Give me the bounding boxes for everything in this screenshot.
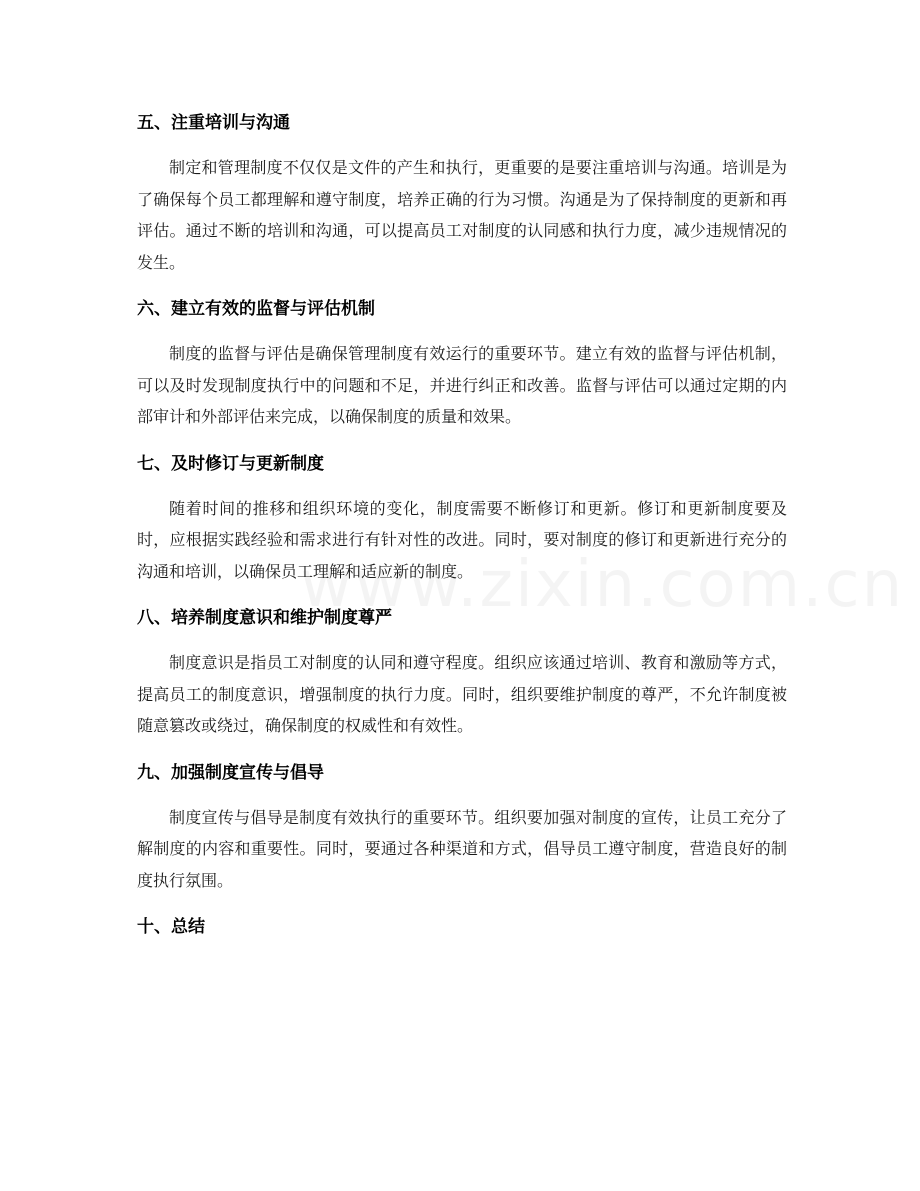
section-paragraph: 随着时间的推移和组织环境的变化，制度需要不断修订和更新。修订和更新制度要及时，应根据实践经验和需求进行有针对性的改进。同时，要对制度的修订和更新进行充分的沟通和培训，以确保员工理解和适应新的制度。 <box>137 498 787 581</box>
section-paragraph: 制度的监督与评估是确保管理制度有效运行的重要环节。建立有效的监督与评估机制，可以及时发现制度执行中的问题和不足，并进行纠正和改善。监督与评估可以通过定期的内部审计和外部评估来完成，以确保制度的质量和效果。 <box>137 344 787 426</box>
section-10 <box>137 910 787 944</box>
section-heading: 六、建立有效的监督与评估机制 <box>137 299 375 319</box>
section-paragraph: 制定和管理制度不仅仅是文件的产生和执行，更重要的是要注重培训与沟通。培训是为了确保每个员工都理解和遵守制度，培养正确的行为习惯。沟通是为了保持制度的更新和再评估。通过不断的培训和沟通，可以提高员工对制度的认同感和执行力度，减少违规情况的发生。 <box>137 158 787 272</box>
section-5 <box>137 106 787 278</box>
section-heading: 九、加强制度宣传与倡导 <box>137 762 324 783</box>
section-heading: 八、培养制度意识和维护制度尊严 <box>137 608 392 628</box>
section-paragraph: 制度意识是指员工对制度的认同和遵守程度。组织应该通过培训、教育和激励等方式，提高员工的制度意识，增强制度的执行力度。同时，组织要维护制度的尊严，不允许制度被随意篡改或绕过，确保制度的权威性和有效性。 <box>137 653 787 735</box>
section-6 <box>137 292 787 433</box>
section-heading: 七、及时修订与更新制度 <box>137 453 324 474</box>
document-body <box>137 106 787 956</box>
section-heading: 十、总结 <box>137 917 205 937</box>
section-heading: 五、注重培训与沟通 <box>137 113 290 133</box>
section-8 <box>137 601 787 742</box>
section-paragraph: 制度宣传与倡导是制度有效执行的重要环节。组织要加强对制度的宣传，让员工充分了解制度的内容和重要性。同时，要通过各种渠道和方式，倡导员工遵守制度，营造良好的制度执行氛围。 <box>137 807 787 890</box>
section-7 <box>137 447 787 588</box>
section-9 <box>137 756 787 897</box>
